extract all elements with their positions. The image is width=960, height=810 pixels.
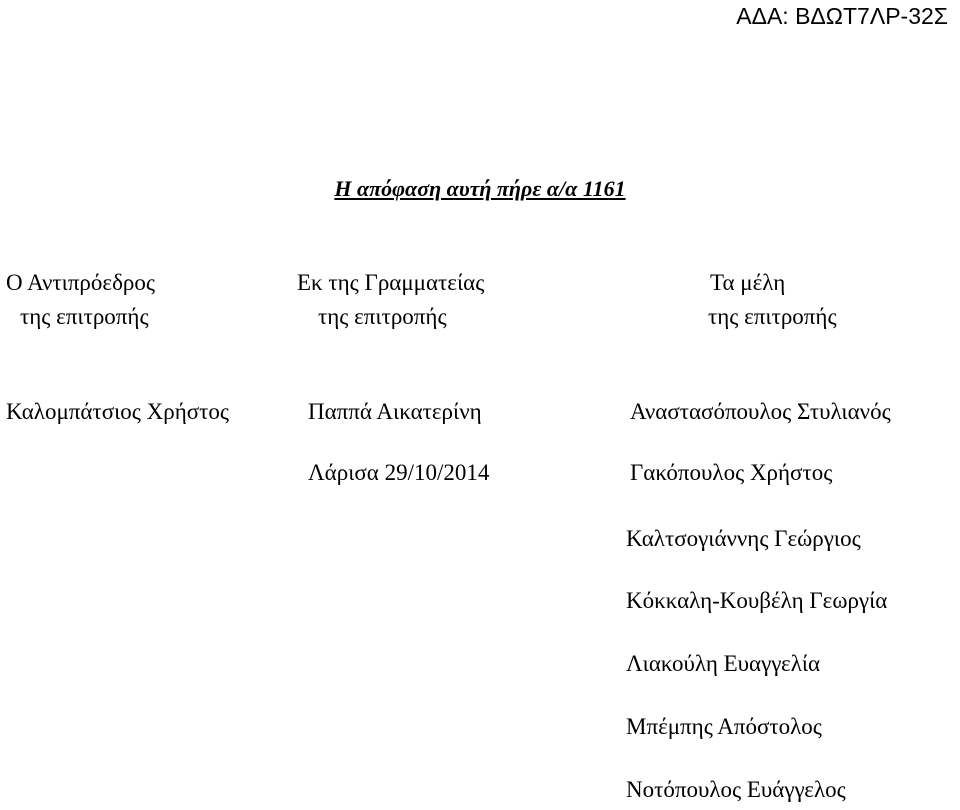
place-date: Λάρισα 29/10/2014 (308, 460, 490, 485)
ada-code: ΑΔΑ: ΒΔΩΤ7ΛΡ-32Σ (736, 3, 948, 29)
member-name: Καλτσογιάννης Γεώργιος (626, 526, 861, 551)
member-name: Γακόπουλος Χρήστος (630, 460, 833, 485)
vice-chair-committee: της επιτροπής (20, 304, 149, 329)
secretariat-name: Παππά Αικατερίνη (308, 399, 482, 424)
secretariat-title: Εκ της Γραμματείας (297, 270, 485, 295)
vice-chair-title: Ο Αντιπρόεδρος (6, 270, 155, 295)
members-committee: της επιτροπής (708, 304, 837, 329)
secretariat-committee: της επιτροπής (318, 304, 447, 329)
member-name: Μπέμπης Απόστολος (626, 714, 822, 739)
member-name: Αναστασόπουλος Στυλιανός (630, 399, 891, 424)
decision-heading: Η απόφαση αυτή πήρε α/α 1161 (334, 176, 626, 201)
vice-chair-name: Καλομπάτσιος Χρήστος (6, 399, 230, 424)
member-name: Νοτόπουλος Ευάγγελος (626, 777, 846, 802)
member-name: Λιακούλη Ευαγγελία (626, 651, 821, 676)
members-title: Τα μέλη (710, 270, 786, 295)
member-name: Κόκκαλη-Κουβέλη Γεωργία (626, 588, 888, 613)
